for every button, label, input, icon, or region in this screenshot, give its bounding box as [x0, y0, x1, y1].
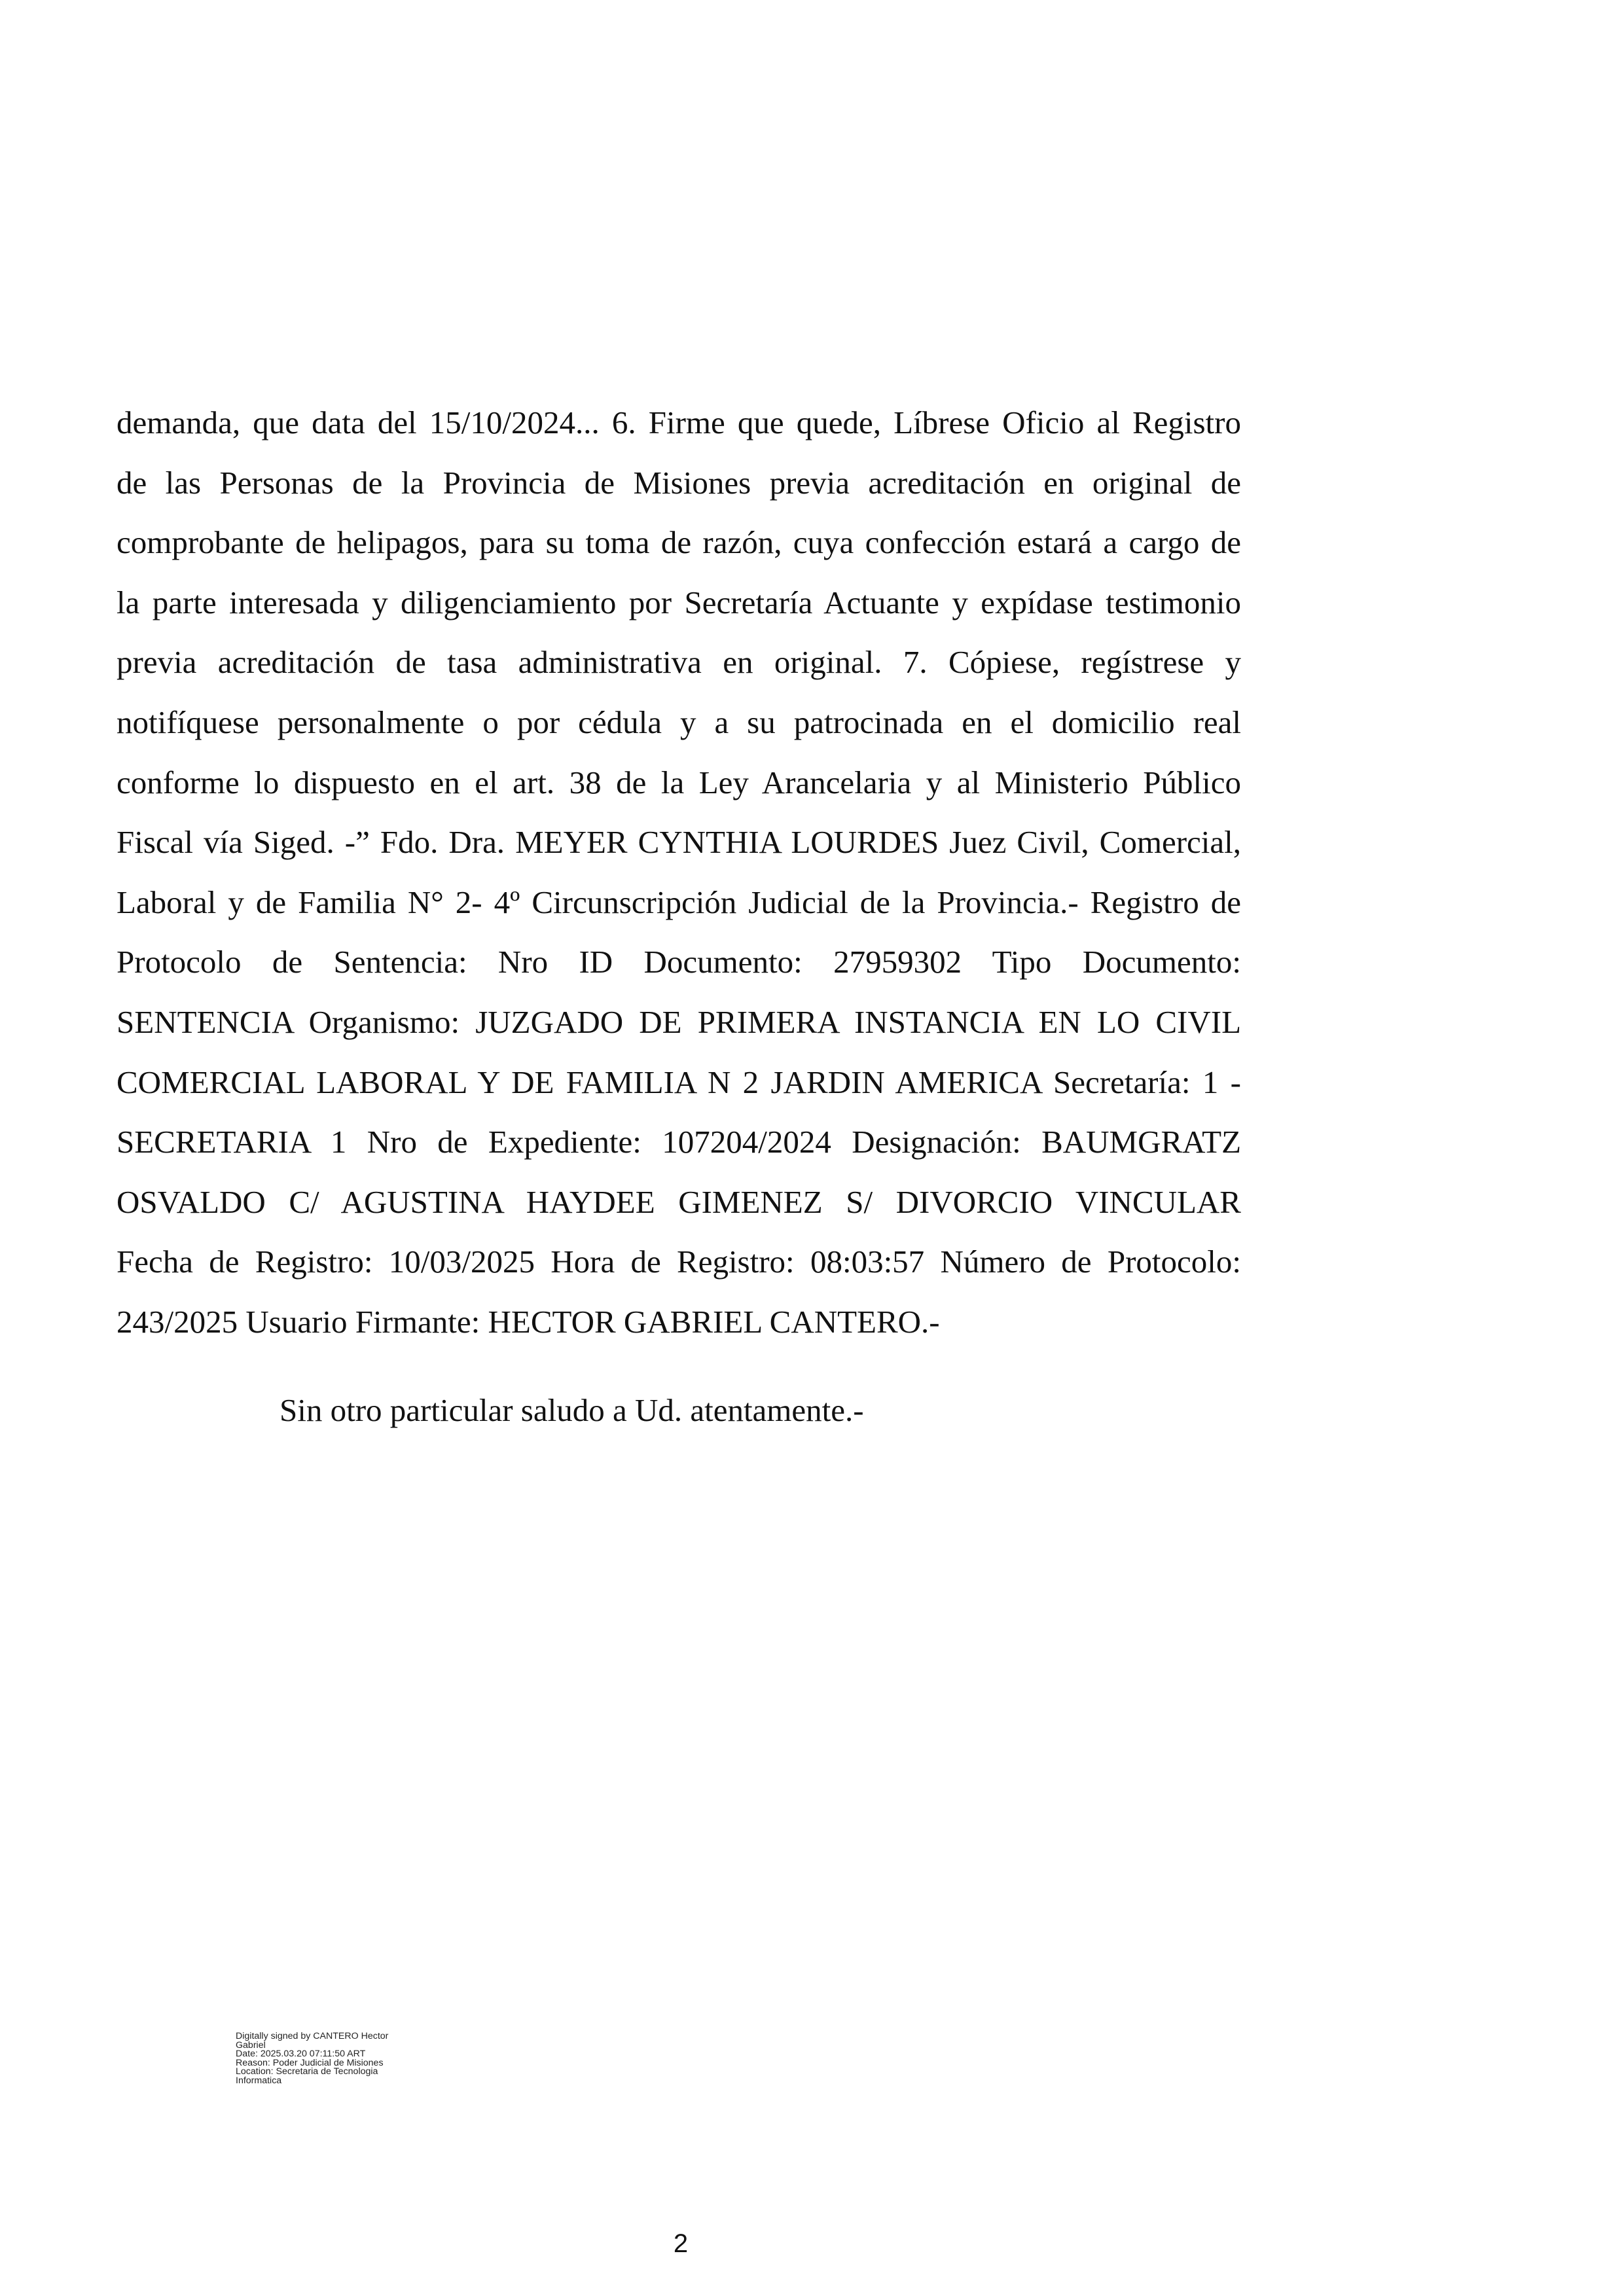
body-line: previa acreditación de tasa administrativa en original. 7. Cópiese, regístrese y — [117, 644, 1241, 681]
body-line: comprobante de helipagos, para su toma de razón, cuya confección estará a cargo de — [117, 524, 1241, 561]
body-line: conforme lo dispuesto en el art. 38 de la Ley Arancelaria y al Ministerio Público — [117, 764, 1241, 800]
body-line: de las Personas de la Provincia de Misiones previa acreditación en original de — [117, 464, 1241, 501]
body-line: la parte interesada y diligenciamiento por Secretaría Actuante y expídase testimonio — [117, 584, 1241, 620]
signature-signer-cont: Gabriel — [236, 2039, 266, 2051]
signature-date: Date: 2025.03.20 07:11:50 ART — [236, 2049, 366, 2060]
body-line: Laboral y de Familia N° 2- 4º Circunscripción Judicial de la Provincia.- Registro de — [117, 884, 1241, 920]
body-line: demanda, que data del 15/10/2024... 6. Firme que quede, Líbrese Oficio al Registro — [117, 404, 1241, 440]
body-line: Fiscal vía Siged. -” Fdo. Dra. MEYER CYNTHIA LOURDES Juez Civil, Comercial, — [117, 824, 1241, 861]
body-line: Protocolo de Sentencia: Nro ID Documento: 27959302 Tipo Documento: — [117, 944, 1241, 980]
closing-salutation: Sin otro particular saludo a Ud. atentamente.- — [280, 1392, 864, 1428]
body-line: notifíquese personalmente o por cédula y a su patrocinada en el domicilio real — [117, 704, 1241, 740]
signature-reason: Reason: Poder Judicial de Misiones — [236, 2057, 384, 2068]
body-line: Fecha de Registro: 10/03/2025 Hora de Registro: 08:03:57 Número de Protocolo: — [117, 1244, 1241, 1280]
body-line: SECRETARIA 1 Nro de Expediente: 107204/2024 Designación: BAUMGRATZ — [117, 1124, 1241, 1160]
body-line: OSVALDO C/ AGUSTINA HAYDEE GIMENEZ S/ DIVORCIO VINCULAR — [117, 1183, 1241, 1220]
body-line: 243/2025 Usuario Firmante: HECTOR GABRIEL CANTERO.- — [117, 1303, 940, 1340]
signature-location: Location: Secretaria de Tecnologia — [236, 2066, 378, 2077]
signature-location-cont: Informatica — [236, 2075, 282, 2086]
digital-signature-block — [236, 2032, 445, 2086]
body-paragraph — [117, 393, 1241, 1352]
page-number: 2 — [673, 2229, 689, 2258]
body-line: SENTENCIA Organismo: JUZGADO DE PRIMERA INSTANCIA EN LO CIVIL — [117, 1003, 1241, 1040]
body-line: COMERCIAL LABORAL Y DE FAMILIA N 2 JARDIN AMERICA Secretaría: 1 - — [117, 1064, 1241, 1100]
signature-signer: Digitally signed by CANTERO Hector — [236, 2031, 389, 2041]
